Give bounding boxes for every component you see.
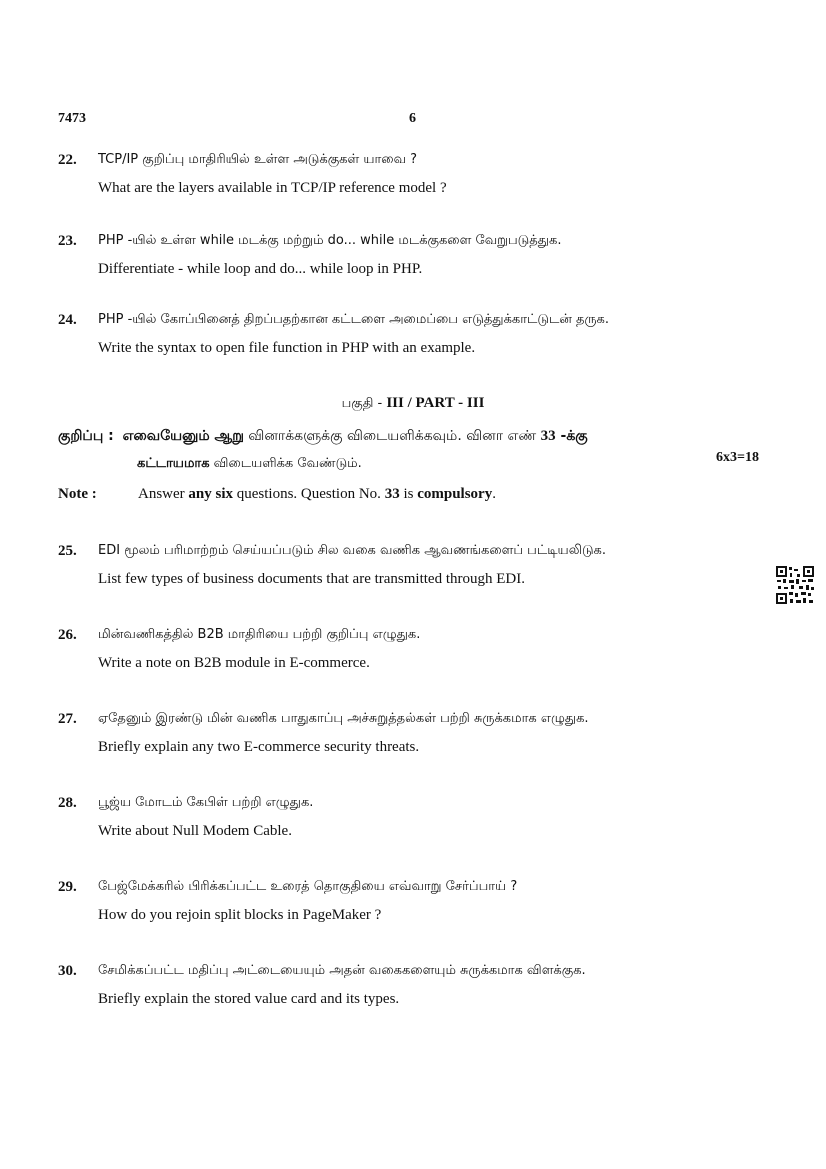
instruction-bold-compulsory: கட்டாயமாக [137, 456, 210, 471]
question-number: 26. [58, 627, 77, 643]
question-number: 23. [58, 233, 77, 249]
question-text-english: Briefly explain any two E-commerce security threats. [98, 739, 420, 755]
question-number: 27. [58, 711, 77, 727]
part-heading-english: III / PART - III [386, 395, 485, 411]
question-text-tamil: EDI மூலம் பரிமாற்றம் செய்யப்படும் சில வகை வணிக ஆவணங்களைப் பட்டியலிடுக. [98, 543, 606, 558]
question-text-english: How do you rejoin split blocks in PageMaker ? [98, 907, 382, 923]
question-text-english: Differentiate - while loop and do... while loop in PHP. [98, 261, 423, 277]
qr-code-icon [775, 565, 815, 605]
page-number: 6 [409, 111, 416, 126]
marks-allocation: 6x3=18 [716, 450, 759, 465]
note-text: Answer any six questions. Question No. 33 is compulsory. [138, 486, 496, 502]
question-number: 24. [58, 312, 77, 328]
note-label: Note : [58, 486, 97, 502]
question-text-tamil: பேஜ்மேக்கரில் பிரிக்கப்பட்ட உரைத் தொகுதியை எவ்வாறு சேர்ப்பாய் ? [98, 879, 518, 894]
question-text-english: Write a note on B2B module in E-commerce. [98, 655, 370, 671]
instruction-bold-any-six: எவையேனும் ஆறு [122, 428, 244, 444]
instruction-tamil-line2: கட்டாயமாக விடையளிக்க வேண்டும். [137, 456, 362, 471]
question-text-english: Briefly explain the stored value card and its types. [98, 991, 400, 1007]
question-text-tamil: PHP -யில் உள்ள while மடக்கு மற்றும் do... while மடக்குகளை வேறுபடுத்துக. [98, 233, 562, 248]
part-heading [0, 395, 826, 412]
question-text-english: Write the syntax to open file function in PHP with an example. [98, 340, 476, 356]
question-text-tamil: PHP -யில் கோப்பினைத் திறப்பதற்கான கட்டளை அமைப்பை எடுத்துக்காட்டுடன் தருக. [98, 312, 610, 327]
question-text-tamil: TCP/IP குறிப்பு மாதிரியில் உள்ள அடுக்குகள் யாவை ? [98, 152, 418, 167]
question-number: 28. [58, 795, 77, 811]
question-text-tamil: ஏதேனும் இரண்டு மின் வணிக பாதுகாப்பு அச்சுறுத்தல்கள் பற்றி சுருக்கமாக எழுதுக. [98, 711, 589, 726]
question-number: 30. [58, 963, 77, 979]
part-heading-tamil: பகுதி - [341, 396, 387, 411]
instruction-tamil-line1: குறிப்பு : எவையேனும் ஆறு வினாக்களுக்கு விடையளிக்கவும். வினா எண் 33 -க்கு [58, 428, 588, 444]
question-text-english: List few types of business documents that are transmitted through EDI. [98, 571, 525, 587]
question-text-english: Write about Null Modem Cable. [98, 823, 292, 839]
question-text-tamil: மின்வணிகத்தில் B2B மாதிரியை பற்றி குறிப்பு எழுதுக. [98, 627, 421, 642]
instruction-label: குறிப்பு : [58, 428, 114, 444]
question-text-tamil: சேமிக்கப்பட்ட மதிப்பு அட்டையையும் அதன் வகைகளையும் சுருக்கமாக விளக்குக. [98, 963, 586, 978]
question-number: 22. [58, 152, 77, 168]
compulsory-question-number: 33 [540, 428, 556, 444]
question-number: 29. [58, 879, 77, 895]
question-text-tamil: பூஜ்ய மோடம் கேபிள் பற்றி எழுதுக. [98, 795, 314, 810]
paper-code: 7473 [58, 111, 86, 126]
question-text-english: What are the layers available in TCP/IP reference model ? [98, 180, 447, 196]
question-number: 25. [58, 543, 77, 559]
